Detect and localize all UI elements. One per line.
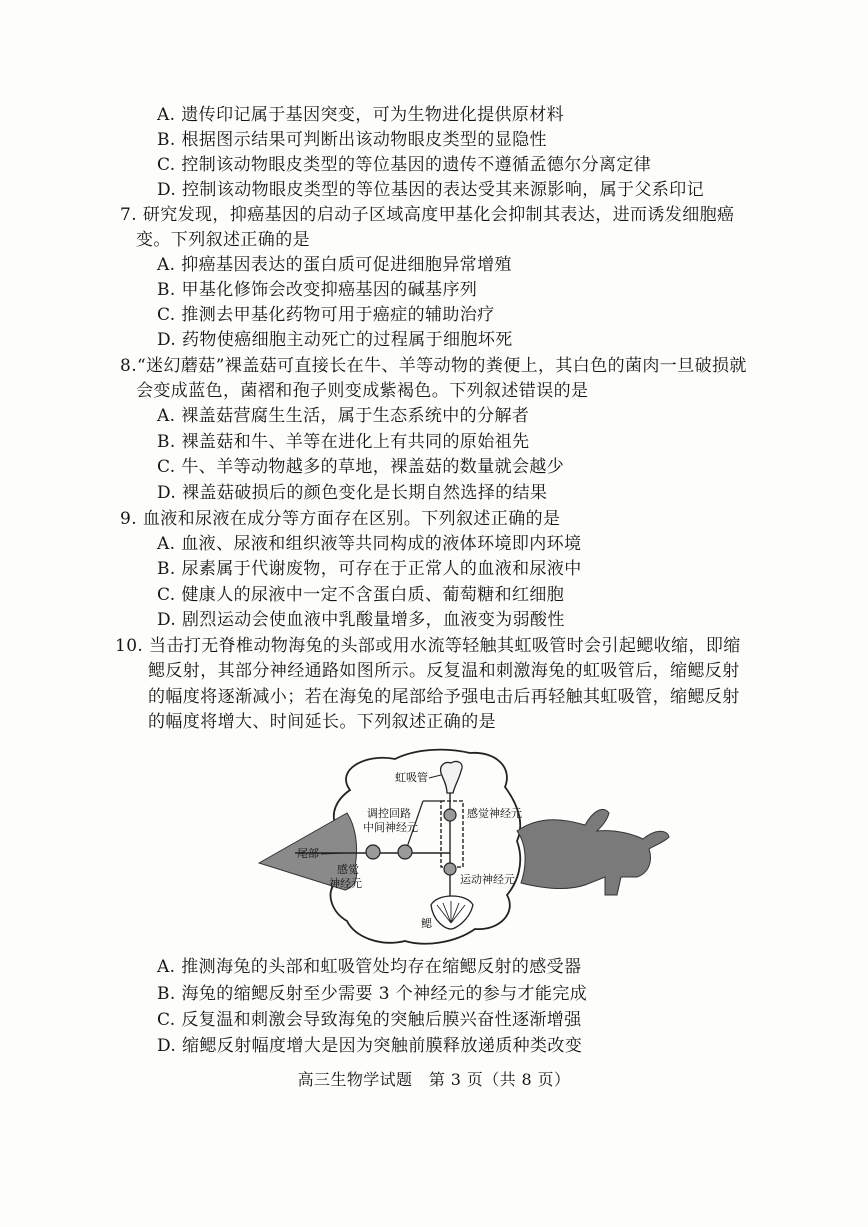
- sensory-neuron-body: [444, 809, 456, 821]
- q10-stem-line1: 10. 当击打无脊椎动物海兔的头部或用水流等轻触其虹吸管时会引起鳃收缩，即缩: [115, 636, 741, 656]
- q6-option-a: A. 遗传印记属于基因突变，可为生物进化提供原材料: [157, 105, 565, 125]
- gill-label: 鳃: [421, 917, 432, 930]
- siphon-shape: [441, 761, 462, 793]
- motor-neuron-body: [444, 863, 456, 875]
- interneuron-label-1: 调控回路: [367, 807, 411, 820]
- q8-option-a: A. 裸盖菇营腐生生活，属于生态系统中的分解者: [157, 406, 530, 426]
- interneuron-label-2: 中间神经元: [363, 821, 418, 834]
- tail-sensory-label-2: 神经元: [329, 877, 362, 890]
- q8-stem-line1: 8.“迷幻蘑菇”裸盖菇可直接长在牛、羊等动物的粪便上，其白色的菌肉一旦破损就: [120, 356, 747, 376]
- q9-option-b: B. 尿素属于代谢废物，可存在于正常人的血液和尿液中: [157, 559, 582, 579]
- head-shape: [517, 809, 669, 895]
- q10-option-d: D. 缩鳃反射幅度增大是因为突触前膜释放递质种类改变: [157, 1036, 583, 1056]
- q8-option-b: B. 裸盖菇和牛、羊等在进化上有共同的原始祖先: [157, 432, 530, 452]
- q10-stem-line4: 的幅度将增大、时间延长。下列叙述正确的是: [148, 712, 496, 732]
- q10-stem-line2: 鳃反射，其部分神经通路如图所示。反复温和刺激海兔的虹吸管后，缩鳃反射: [148, 661, 740, 681]
- q10-option-c: C. 反复温和刺激会导致海兔的突触后膜兴奋性逐渐增强: [157, 1010, 582, 1030]
- q10-stem-line3: 的幅度将逐渐减小；若在海兔的尾部给予强电击后再轻触其虹吸管，缩鳃反射: [148, 687, 740, 707]
- tail-label: 尾部: [297, 847, 319, 860]
- q8-stem-line2: 会变成蓝色，菌褶和孢子则变成紫褐色。下列叙述错误的是: [136, 381, 589, 401]
- tail-sensory-label-1: 感觉: [337, 863, 359, 876]
- q7-option-b: B. 甲基化修饰会改变抑癌基因的碱基序列: [157, 280, 478, 300]
- q10-option-b: B. 海兔的缩鳃反射至少需要 3 个神经元的参与才能完成: [157, 984, 588, 1004]
- page-footer: 高三生物学试题 第 3 页（共 8 页）: [297, 1070, 571, 1089]
- q9-option-d: D. 剧烈运动会使血液中乳酸量增多，血液变为弱酸性: [157, 610, 565, 630]
- q8-option-c: C. 牛、羊等动物越多的草地，裸盖菇的数量就会越少: [157, 457, 565, 477]
- interneuron-body: [398, 845, 412, 859]
- q7-stem-line1: 7. 研究发现，抑癌基因的启动子区域高度甲基化会抑制其表达，进而诱发细胞癌: [120, 205, 735, 225]
- q8-option-d: D. 裸盖菇破损后的颜色变化是长期自然选择的结果: [157, 483, 548, 503]
- q7-stem-line2: 变。下列叙述正确的是: [136, 230, 310, 250]
- motor-neuron-label: 运动神经元: [460, 873, 515, 886]
- q6-option-c: C. 控制该动物眼皮类型的等位基因的遗传不遵循孟德尔分离定律: [157, 155, 652, 175]
- q7-option-a: A. 抑癌基因表达的蛋白质可促进细胞异常增殖: [157, 255, 512, 275]
- gill-shape: [431, 896, 473, 929]
- sensory-neuron-label: 感觉神经元: [467, 807, 522, 820]
- siphon-label-leader: [429, 775, 441, 778]
- q7-option-c: C. 推测去甲基化药物可用于癌症的辅助治疗: [157, 305, 495, 325]
- siphon-label: 虹吸管: [395, 771, 428, 784]
- tail-sensory-neuron-body: [366, 845, 380, 859]
- q9-stem: 9. 血液和尿液在成分等方面存在区别。下列叙述正确的是: [120, 509, 561, 529]
- q10-option-a: A. 推测海兔的头部和虹吸管处均存在缩鳃反射的感受器: [157, 957, 582, 977]
- q9-option-a: A. 血液、尿液和组织液等共同构成的液体环境即内环境: [157, 534, 582, 554]
- q9-option-c: C. 健康人的尿液中一定不含蛋白质、葡萄糖和红细胞: [157, 585, 565, 605]
- q6-option-d: D. 控制该动物眼皮类型的等位基因的表达受其来源影响，属于父系印记: [157, 180, 705, 200]
- q6-option-b: B. 根据图示结果可判断出该动物眼皮类型的显隐性: [157, 130, 547, 150]
- sea-hare-neural-pathway-diagram: [255, 745, 675, 950]
- q7-option-d: D. 药物使癌细胞主动死亡的过程属于细胞坏死: [157, 330, 513, 350]
